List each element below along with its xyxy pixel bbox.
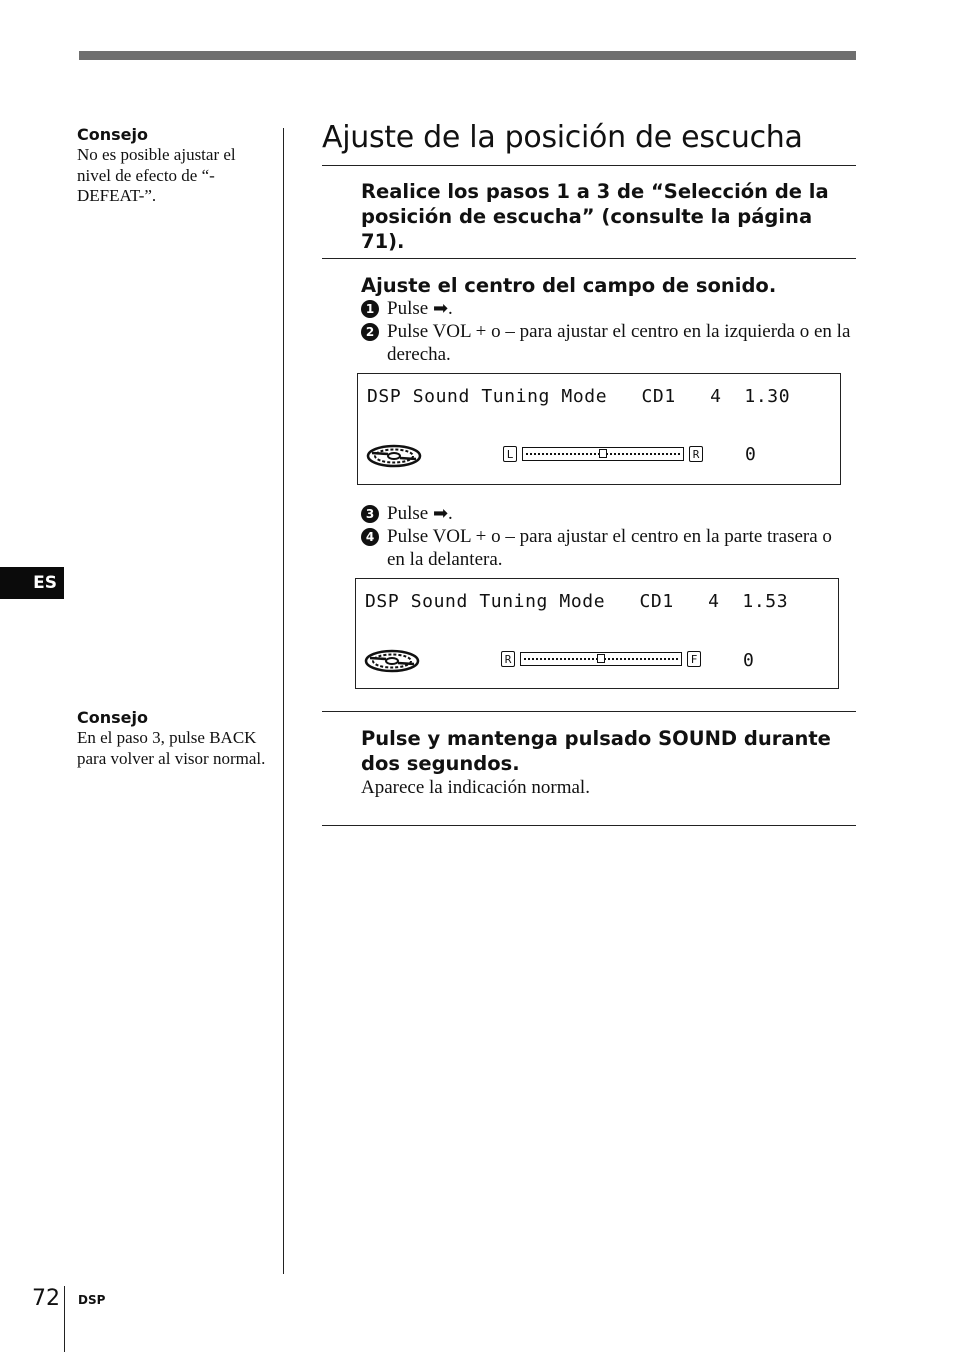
- tip-text: No es posible ajustar el nivel de efecto de “-DEFEAT-”.: [77, 145, 236, 205]
- right-arrow-icon: ➡: [432, 503, 449, 524]
- step-number-badge: 4: [361, 528, 379, 546]
- tip-title: Consejo: [77, 125, 148, 144]
- slider-right-label: R: [689, 446, 703, 462]
- balance-slider: [503, 446, 708, 464]
- disc-icon: [366, 444, 422, 468]
- step-number-badge: 1: [361, 300, 379, 318]
- slider-thumb: [599, 449, 607, 458]
- lcd-display: [355, 578, 839, 689]
- divider: [322, 165, 856, 166]
- header-bar: [79, 51, 856, 60]
- display-text: DSP Sound Tuning Mode CD1 4 1.53: [365, 591, 789, 612]
- tip-box: [77, 125, 272, 207]
- instruction-text: Pulse VOL + o – para ajustar el centro en la izquierda o en la derecha.: [387, 321, 851, 365]
- step-text: Aparece la indicación normal.: [361, 777, 590, 798]
- instruction-list: [361, 297, 851, 366]
- instruction-item: [361, 502, 851, 525]
- language-tab: ES: [0, 567, 64, 599]
- step-number-badge: 2: [361, 323, 379, 341]
- step-number-badge: 3: [361, 505, 379, 523]
- right-arrow-icon: ➡: [432, 298, 449, 319]
- divider: [322, 711, 856, 712]
- instruction-item: [361, 297, 851, 320]
- disc-icon: [364, 649, 420, 673]
- instruction-item: [361, 320, 851, 366]
- slider-track: [520, 652, 682, 666]
- instruction-text: Pulse VOL + o – para ajustar el centro en la parte trasera o en la delantera.: [387, 526, 832, 570]
- step-heading: Ajuste el centro del campo de sonido.: [361, 274, 777, 297]
- page-title: Ajuste de la posición de escucha: [322, 120, 803, 155]
- instruction-list: [361, 502, 851, 571]
- slider-track: [522, 447, 684, 461]
- display-value: 0: [745, 444, 757, 465]
- lcd-display: [357, 373, 841, 485]
- tip-text: En el paso 3, pulse BACK para volver al visor normal.: [77, 728, 266, 768]
- instruction-text: Pulse ➡.: [387, 298, 453, 319]
- step-heading: Pulse y mantenga pulsado SOUND durante dos segundos.: [361, 727, 831, 775]
- slider-left-label: R: [501, 651, 515, 667]
- instruction-text: Pulse ➡.: [387, 503, 453, 524]
- slider-thumb: [597, 654, 605, 663]
- display-text: DSP Sound Tuning Mode CD1 4 1.30: [367, 386, 791, 407]
- slider-right-label: F: [687, 651, 701, 667]
- divider: [322, 258, 856, 259]
- footer-divider: [64, 1286, 65, 1352]
- section-name: DSP: [78, 1293, 106, 1307]
- column-divider: [283, 128, 284, 1274]
- tip-box: [77, 708, 272, 769]
- step-heading: Realice los pasos 1 a 3 de “Selección de la posición de escucha” (consulte la página 71).: [361, 180, 829, 253]
- page-number: 72: [32, 1286, 60, 1311]
- divider: [322, 825, 856, 826]
- instruction-item: [361, 525, 851, 571]
- balance-slider: [501, 651, 706, 669]
- tip-title: Consejo: [77, 708, 148, 727]
- slider-left-label: L: [503, 446, 517, 462]
- display-value: 0: [743, 650, 755, 671]
